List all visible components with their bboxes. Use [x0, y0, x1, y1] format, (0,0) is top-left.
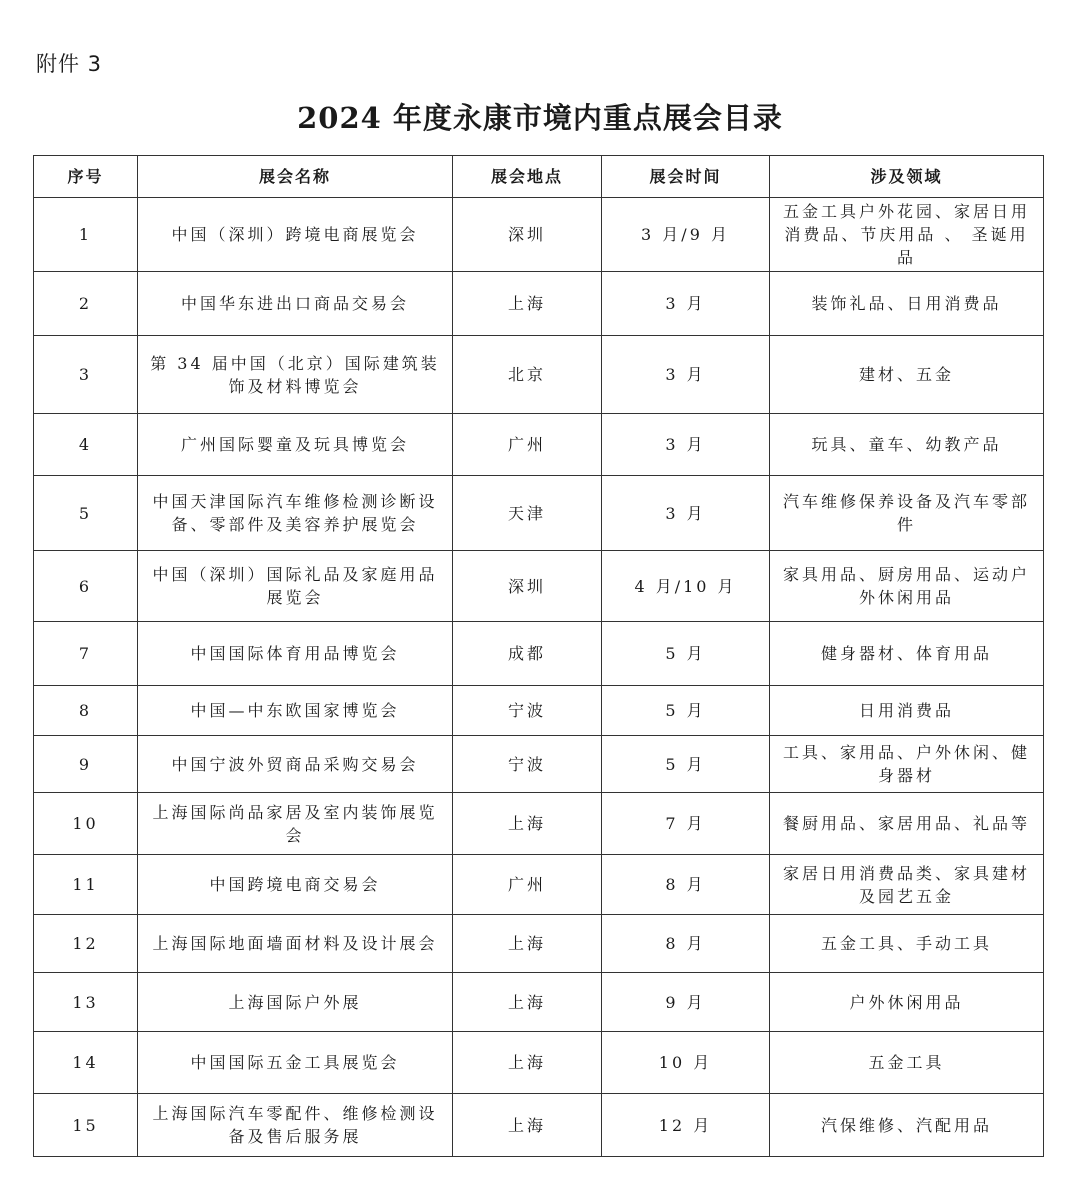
cell-time: 10 月 — [602, 1032, 770, 1094]
table-row — [34, 414, 1044, 476]
cell-time: 4 月/10 月 — [602, 551, 770, 622]
cell-name: 广州国际婴童及玩具博览会 — [138, 414, 453, 476]
cell-no: 5 — [34, 476, 138, 551]
cell-place: 上海 — [453, 915, 602, 973]
cell-place: 上海 — [453, 793, 602, 855]
cell-field: 餐厨用品、家居用品、礼品等 — [770, 793, 1044, 855]
cell-name: 上海国际汽车零配件、维修检测设备及售后服务展 — [138, 1094, 453, 1157]
table-row — [34, 476, 1044, 551]
document-title: 2024 年度永康市境内重点展会目录 — [297, 101, 783, 135]
cell-place: 广州 — [453, 855, 602, 915]
cell-name: 中国宁波外贸商品采购交易会 — [138, 736, 453, 793]
cell-place: 成都 — [453, 622, 602, 686]
cell-time: 9 月 — [602, 973, 770, 1032]
cell-place: 上海 — [453, 1032, 602, 1094]
cell-field: 工具、家用品、户外休闲、健身器材 — [770, 736, 1044, 793]
cell-no: 2 — [34, 272, 138, 336]
cell-name: 中国（深圳）跨境电商展览会 — [138, 198, 453, 272]
cell-name: 中国国际五金工具展览会 — [138, 1032, 453, 1094]
cell-field: 汽车维修保养设备及汽车零部件 — [770, 476, 1044, 551]
cell-field: 家具用品、厨房用品、运动户外休闲用品 — [770, 551, 1044, 622]
cell-name: 中国华东进出口商品交易会 — [138, 272, 453, 336]
cell-time: 7 月 — [602, 793, 770, 855]
table-row — [34, 1094, 1044, 1157]
cell-field: 健身器材、体育用品 — [770, 622, 1044, 686]
cell-time: 3 月 — [602, 272, 770, 336]
cell-no: 12 — [34, 915, 138, 973]
cell-no: 1 — [34, 198, 138, 272]
cell-field: 装饰礼品、日用消费品 — [770, 272, 1044, 336]
cell-time: 8 月 — [602, 855, 770, 915]
cell-place: 深圳 — [453, 551, 602, 622]
header-name: 展会名称 — [138, 156, 453, 198]
cell-no: 11 — [34, 855, 138, 915]
cell-no: 4 — [34, 414, 138, 476]
cell-time: 3 月 — [602, 414, 770, 476]
cell-place: 宁波 — [453, 736, 602, 793]
cell-time: 5 月 — [602, 736, 770, 793]
table-row — [34, 198, 1044, 272]
table-row — [34, 622, 1044, 686]
cell-no: 8 — [34, 686, 138, 736]
cell-time: 8 月 — [602, 915, 770, 973]
table-row — [34, 915, 1044, 973]
cell-field: 户外休闲用品 — [770, 973, 1044, 1032]
cell-field: 汽保维修、汽配用品 — [770, 1094, 1044, 1157]
cell-place: 上海 — [453, 1094, 602, 1157]
header-field: 涉及领域 — [770, 156, 1044, 198]
cell-field: 建材、五金 — [770, 336, 1044, 414]
table-row — [34, 272, 1044, 336]
cell-field: 日用消费品 — [770, 686, 1044, 736]
cell-name: 上海国际户外展 — [138, 973, 453, 1032]
cell-name: 上海国际地面墙面材料及设计展会 — [138, 915, 453, 973]
table-header-row — [34, 156, 1044, 198]
cell-place: 上海 — [453, 973, 602, 1032]
cell-field: 五金工具、手动工具 — [770, 915, 1044, 973]
cell-no: 9 — [34, 736, 138, 793]
cell-field: 五金工具 — [770, 1032, 1044, 1094]
cell-place: 广州 — [453, 414, 602, 476]
table-row — [34, 736, 1044, 793]
cell-time: 3 月/9 月 — [602, 198, 770, 272]
cell-field: 家居日用消费品类、家具建材及园艺五金 — [770, 855, 1044, 915]
cell-name: 中国—中东欧国家博览会 — [138, 686, 453, 736]
cell-name: 中国国际体育用品博览会 — [138, 622, 453, 686]
cell-no: 10 — [34, 793, 138, 855]
table-row — [34, 686, 1044, 736]
cell-name: 中国（深圳）国际礼品及家庭用品展览会 — [138, 551, 453, 622]
table-row — [34, 551, 1044, 622]
cell-time: 3 月 — [602, 336, 770, 414]
header-no: 序号 — [34, 156, 138, 198]
header-time: 展会时间 — [602, 156, 770, 198]
cell-place: 天津 — [453, 476, 602, 551]
cell-time: 3 月 — [602, 476, 770, 551]
cell-no: 7 — [34, 622, 138, 686]
table-row — [34, 336, 1044, 414]
cell-field: 五金工具户外花园、家居日用消费品、节庆用品 、 圣诞用品 — [770, 198, 1044, 272]
table-row — [34, 793, 1044, 855]
cell-place: 北京 — [453, 336, 602, 414]
cell-no: 14 — [34, 1032, 138, 1094]
table-row — [34, 855, 1044, 915]
cell-no: 6 — [34, 551, 138, 622]
table-row — [34, 1032, 1044, 1094]
cell-time: 12 月 — [602, 1094, 770, 1157]
header-place: 展会地点 — [453, 156, 602, 198]
cell-time: 5 月 — [602, 686, 770, 736]
cell-name: 中国跨境电商交易会 — [138, 855, 453, 915]
exhibition-table — [33, 155, 1044, 1157]
attachment-label: 附件 3 — [36, 52, 103, 76]
table-row — [34, 973, 1044, 1032]
cell-no: 13 — [34, 973, 138, 1032]
cell-no: 15 — [34, 1094, 138, 1157]
cell-place: 宁波 — [453, 686, 602, 736]
cell-name: 中国天津国际汽车维修检测诊断设备、零部件及美容养护展览会 — [138, 476, 453, 551]
cell-field: 玩具、童车、幼教产品 — [770, 414, 1044, 476]
cell-place: 上海 — [453, 272, 602, 336]
cell-name: 上海国际尚品家居及室内装饰展览会 — [138, 793, 453, 855]
cell-time: 5 月 — [602, 622, 770, 686]
cell-place: 深圳 — [453, 198, 602, 272]
cell-name: 第 34 届中国（北京）国际建筑装饰及材料博览会 — [138, 336, 453, 414]
cell-no: 3 — [34, 336, 138, 414]
